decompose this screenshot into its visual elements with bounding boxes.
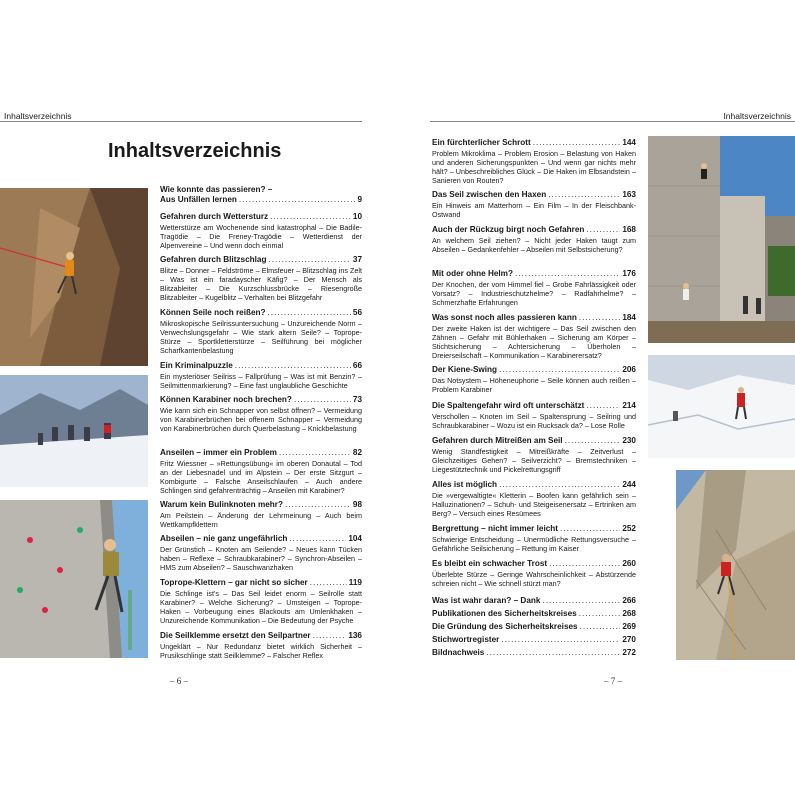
toc-entry-title: Toprope-Klettern – gar nicht so sicher — [160, 578, 308, 587]
toc-entry-title: Aus Unfällen lernen — [160, 195, 237, 205]
toc-entry-page: 206 — [622, 365, 636, 374]
toc-entry[interactable] — [432, 365, 636, 394]
toc-entry-description: Blitze – Donner – Feldströme – Elmsfeuer – Blitzschlag ins Zelt – Was ist ein faradayscher Käfig? – Der Mensch als Blitzableiter – Die Kurzschlussbrücke – Riesengroße Blitzableiter – Kugelblitz – Verhalten bei Blitzgefahr — [160, 266, 362, 303]
climber-on-crag-photo — [676, 470, 795, 660]
toc-entry[interactable] — [160, 255, 362, 303]
page-number-left: – 6 – — [170, 676, 188, 686]
toc-entry-description: Ein Hinweis am Matterhorn – Ein Film – In der Fleischbank-Ostwand — [432, 201, 636, 220]
leader-dots — [499, 480, 620, 490]
leader-dots — [279, 448, 351, 458]
leader-dots — [586, 225, 620, 235]
toc-entry-page: 136 — [348, 631, 362, 640]
toc-entry[interactable] — [160, 578, 362, 626]
toc-entry-title: Können Seile noch reißen? — [160, 308, 266, 317]
toc-entry[interactable] — [432, 559, 636, 588]
toc-entry-title: Was ist wahr daran? – Dank — [432, 596, 541, 605]
toc-entry-description: Der Grünstich – Knoten am Seilende? – Neues kann Tücken haben – Reflexe – Schraubkarabiner? – Synchron-Abseilen – HMS zum Abseilen? – Sauschwanzhaken — [160, 545, 362, 573]
toc-entry-page: 214 — [622, 401, 636, 410]
toc-entry-title: Die Gründung des Sicherheitskreises — [432, 622, 578, 631]
leader-dots — [548, 190, 620, 200]
leader-dots — [560, 524, 620, 534]
toc-entry-title: Gefahren durch Wettersturz — [160, 212, 269, 221]
toc-entry[interactable] — [432, 622, 636, 632]
leader-dots — [270, 212, 351, 222]
toc-entry-title: Publikationen des Sicherheitskreises — [432, 609, 577, 618]
toc-entry-page: 73 — [352, 395, 362, 404]
toc-entry-description: Der Knochen, der vom Himmel fiel – Grobe Fahrlässigkeit oder Vorsatz? – Industrieschutzhelme? – Radfahrhelme? – Schmerzhafte Erfahrungen — [432, 280, 636, 308]
page-title: Inhaltsverzeichnis — [108, 140, 282, 162]
leader-dots — [268, 308, 351, 318]
toc-entry-page: 268 — [622, 609, 636, 618]
toc-entry-pretitle: Wie konnte das passieren? – — [160, 185, 273, 194]
toc-entry-title: Gefahren durch Blitzschlag — [160, 255, 267, 264]
toc-entry[interactable] — [432, 138, 636, 186]
toc-entry-page: 144 — [622, 138, 636, 147]
leader-dots — [549, 559, 620, 569]
toc-entry[interactable] — [432, 648, 636, 658]
toc-entry-page: 66 — [352, 361, 362, 370]
toc-entry-page: 37 — [352, 255, 362, 264]
toc-entry[interactable] — [432, 609, 636, 619]
toc-entry[interactable] — [160, 212, 362, 250]
running-header-right: Inhaltsverzeichnis — [723, 111, 791, 121]
toc-entry-description: Die Schlinge ist's – Das Seil leidet enorm – Seilrolle statt Karabiner? – Welche Sicherung? – Umsteigen – Toprope-Haken – Vorbeugung eines Blackouts am Umlenkhaken – Unzureichende Kommunikation – Die Bedeutung der Psyche — [160, 589, 362, 626]
toc-entry-title: Ein Kriminalpuzzle — [160, 361, 233, 370]
toc-entry[interactable] — [160, 395, 362, 433]
toc-entry-title: Bildnachweis — [432, 648, 485, 657]
toc-entry[interactable] — [432, 596, 636, 606]
toc-entry-title: Der Kiene-Swing — [432, 365, 498, 374]
climber-on-rock-wall-photo — [0, 188, 148, 366]
leader-dots — [499, 365, 620, 375]
toc-entry-description: Ungeklärt – Nur Redundanz bietet wirklich Sicherheit – Prusikschlinge statt Seilklemme? – Falscher Reflex — [160, 642, 362, 661]
leader-dots — [294, 395, 351, 405]
toc-entry-page: 168 — [622, 225, 636, 234]
toc-entry-description: An welchem Seil ziehen? – Nicht jeder Haken taugt zum Abseilen – Gedankenfehler – Abseilen mit Selbstsicherung? — [432, 236, 636, 255]
toc-entry[interactable] — [432, 401, 636, 430]
glacier-walkers-photo — [648, 355, 795, 458]
toc-entry-description: Wenig Standfestigkeit – Mitreißkräfte – Zeitverlust – Gleichzeitiges Gehen? – Seilverzicht? – Bremstechniken – Liegestütztechnik und Pickelrettungsgriff — [432, 447, 636, 475]
toc-entry-page: 82 — [352, 448, 362, 457]
toc-entry-description: Das Notsystem – Höheneuphorie – Seile können auch reißen – Problem Karabiner — [432, 376, 636, 395]
toc-entry[interactable] — [160, 308, 362, 356]
toc-entry[interactable] — [432, 635, 636, 645]
leader-dots — [565, 436, 621, 446]
leader-dots — [289, 534, 346, 544]
leader-dots — [580, 622, 621, 632]
leader-dots — [486, 648, 620, 658]
toc-entry-description: Ein mysteriöser Seilriss – Fallprüfung – Was ist mit Benzin? – Seilmittenmarkierung? – Eine fast unglaubliche Geschichte — [160, 372, 362, 391]
toc-entry-page: 184 — [622, 313, 636, 322]
leader-dots — [533, 138, 621, 148]
toc-entry-page: 104 — [348, 534, 362, 543]
toc-entry[interactable] — [432, 269, 636, 307]
header-rule-left — [0, 121, 362, 122]
leader-dots — [313, 631, 347, 641]
toc-entry-page: 269 — [622, 622, 636, 631]
toc-entry-description: Schwierige Entscheidung – Unermüdliche Rettungsversuche – Gefährliche Seilsicherung – Rettung im Kaiser — [432, 535, 636, 554]
toc-entry-title: Gefahren durch Mitreißen am Seil — [432, 436, 563, 445]
toc-entry[interactable] — [432, 480, 636, 518]
toc-entry-page: 230 — [622, 436, 636, 445]
leader-dots — [268, 255, 350, 265]
toc-entry-description: Wie kann sich ein Schnapper von selbst öffnen? – Vermeidung von Karabinerbrüchen bei offenem Schnapper – Vermeidung von Karabinerbrüchen durch Querbelastung – Knickbelastung — [160, 406, 362, 434]
toc-entry-page: 270 — [622, 635, 636, 644]
leader-dots — [542, 596, 620, 606]
toc-entry-description: Wetterstürze am Wochenende sind katastrophal – Die Badile-Tragödie – Die Freney-Tragödie – Wetterdienst der Alpenvereine – Und wenn doch einmal — [160, 223, 362, 251]
toc-entry-title: Es bleibt ein schwacher Trost — [432, 559, 548, 568]
toc-entry[interactable] — [160, 448, 362, 496]
toc-entry[interactable] — [160, 361, 362, 390]
page-number-right: – 7 – — [604, 676, 622, 686]
toc-entry-title: Die Seilklemme ersetzt den Seilpartner — [160, 631, 311, 640]
toc-entry-title: Abseilen – nie ganz ungefährlich — [160, 534, 288, 543]
leader-dots — [285, 500, 351, 510]
header-rule-right — [430, 121, 795, 122]
toc-entry-page: 252 — [622, 524, 636, 533]
toc-entry-title: Das Seil zwischen den Haxen — [432, 190, 547, 199]
toc-entry-page: 260 — [622, 559, 636, 568]
toc-entry[interactable] — [432, 225, 636, 254]
leader-dots — [586, 401, 620, 411]
ski-tourers-on-snow-photo — [0, 375, 148, 487]
toc-entry-description: Fritz Wiessner – »Rettungsübung« im oberen Donautal – Tod an der Liebesnadel und im Alpstein – Der erste Sitzgurt – Kombigurte – Falsche Anseilschlaufen – Auch andere Schlingen sind gefahrenträchtig – Anseilen mit Karabiner? — [160, 459, 362, 496]
toc-entry-title: Was sonst noch alles passieren kann — [432, 313, 577, 322]
climbing-wall-photo — [0, 500, 148, 658]
toc-entry-page: 163 — [622, 190, 636, 199]
toc-entry-page: 176 — [622, 269, 636, 278]
toc-entry[interactable] — [432, 436, 636, 474]
toc-entry-page: 266 — [622, 596, 636, 605]
toc-entry-description: Mikroskopische Seilrissuntersuchung – Unzureichende Norm – Verwechslungsgefahr – Wie stark altern Seile? – Toprope-Stürze – Sportkletterstürze – Seilführung bei möglicher Scharfkantenbelastung — [160, 319, 362, 356]
toc-entry-title: Ein fürchterlicher Schrott — [432, 138, 531, 147]
leader-dots — [310, 578, 347, 588]
toc-entry-title: Anseilen – immer ein Problem — [160, 448, 277, 457]
toc-entry-page: 9 — [357, 195, 362, 205]
toc-entry-title: Auch der Rückzug birgt noch Gefahren — [432, 225, 585, 234]
toc-entry-description: Am Peilstein – Änderung der Lehrmeinung – Auch beim Wettkampfklettern — [160, 511, 362, 530]
leader-dots — [579, 609, 621, 619]
toc-entry-description: Überlebte Stürze – Geringe Wahrscheinlichkeit – Abstürzende schreien nicht – Wie schnell stürzt man? — [432, 570, 636, 589]
toc-entry[interactable] — [432, 313, 636, 361]
toc-entry-title: Können Karabiner noch brechen? — [160, 395, 292, 404]
toc-entry[interactable] — [160, 631, 362, 660]
climbing-tower-photo — [648, 136, 795, 343]
toc-entry[interactable] — [432, 524, 636, 553]
toc-entry[interactable] — [160, 534, 362, 572]
toc-entry-description: Die »vergewaltigte« Kletterin – Boofen kann gefährlich sein – Halluzinationen? – Schuh- und Steigeisenersatz – Ertrinken am Berg? – Versuch eines Resümees — [432, 491, 636, 519]
toc-entry-title: Mit oder ohne Helm? — [432, 269, 513, 278]
toc-entry-page: 244 — [622, 480, 636, 489]
toc-entry-page: 119 — [348, 578, 362, 587]
toc-entry-page: 272 — [622, 648, 636, 657]
toc-entry-title: Stichwortregister — [432, 635, 500, 644]
leader-dots — [235, 361, 351, 371]
toc-entry-description: Der zweite Haken ist der wichtigere – Das Seil zwischen den Zähnen – Gefahr mit Bühlerhaken – Sicherung am Körper – Stichtsicherung – Achtersicherung – Überholen – Dreierseilschaft – Kommunikation – Karabinerersatz? — [432, 324, 636, 361]
toc-entry-page: 10 — [352, 212, 362, 221]
toc-entry[interactable] — [160, 500, 362, 529]
toc-entry-title: Die Spaltengefahr wird oft unterschätzt — [432, 401, 585, 410]
leader-dots — [515, 269, 620, 279]
leader-dots — [579, 313, 620, 323]
leader-dots — [239, 195, 356, 205]
toc-entry-title: Alles ist möglich — [432, 480, 498, 489]
running-header-left: Inhaltsverzeichnis — [4, 111, 72, 121]
toc-entry-title: Bergrettung – nicht immer leicht — [432, 524, 559, 533]
toc-entry-title: Warum kein Bulinknoten mehr? — [160, 500, 283, 509]
leader-dots — [501, 635, 620, 645]
toc-entry-page: 56 — [352, 308, 362, 317]
toc-entry-description: Verschollen – Knoten im Seil – Spaltensprung – Seilring und Schraubkarabiner – Wozu ist ein Rucksack da? – Lose Rolle — [432, 412, 636, 431]
toc-entry[interactable] — [432, 190, 636, 219]
toc-entry[interactable] — [160, 185, 362, 205]
toc-entry-page: 98 — [352, 500, 362, 509]
toc-entry-description: Problem Mikroklima – Problem Erosion – Belastung von Haken und anderen Sicherungspunkten – Und wenn gar nichts mehr hält? – Unbeschreibliches Glück – Die Haken im Elbsandstein – Sanieren von Routen? — [432, 149, 636, 186]
